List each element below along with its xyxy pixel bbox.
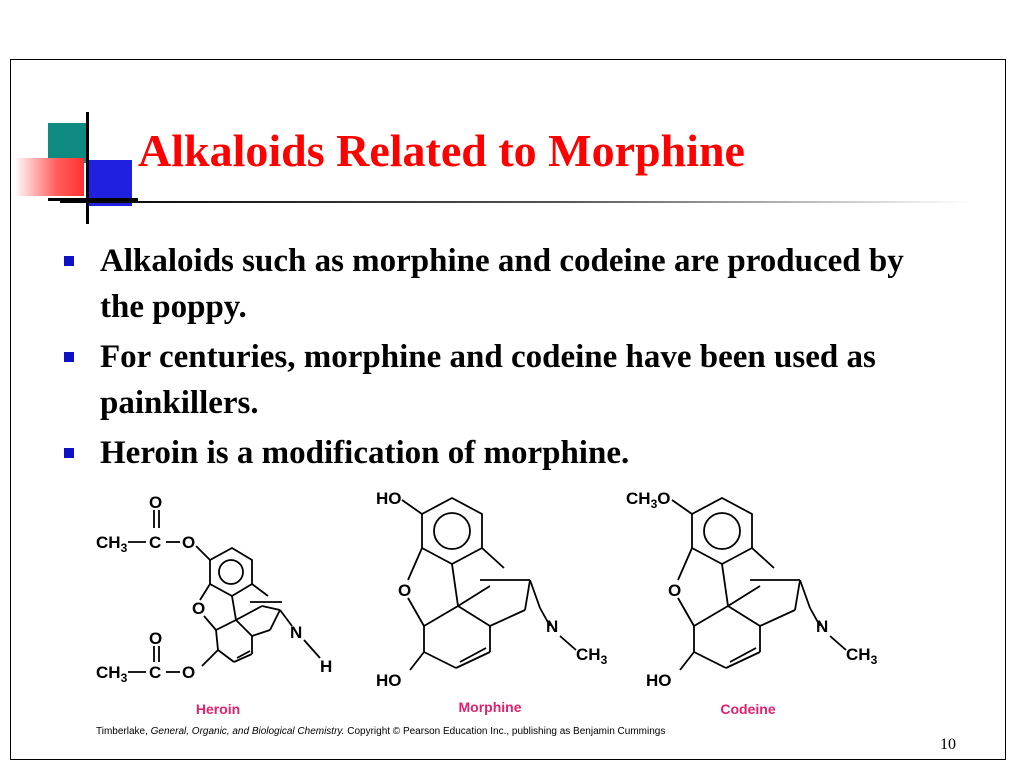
figure-credit [96,726,665,737]
decor-vertical-line [86,112,89,224]
heroin-carbonyl-o-bottom: O [149,629,163,648]
heroin-name: Heroin [195,701,241,717]
bullet-item [62,238,942,330]
morphine-n: N [546,617,559,636]
heroin-c-top: C [149,533,162,552]
heroin-ring-o: O [192,599,206,618]
structures-figure [80,480,920,720]
credit-book: General, Organic, and Biological Chemistry. [150,726,345,737]
morphine-name: Morphine [458,699,522,715]
bullet-text: For centuries, morphine and codeine have been used as painkillers. [100,339,876,421]
decor-red-square [14,158,84,196]
morphine-ring-o: O [398,581,412,600]
square-bullet-icon [64,256,74,266]
bullet-item [62,430,942,476]
heroin-o-bottom: O [182,663,196,682]
morphine-structure [402,498,576,670]
heroin-ch3-bottom: $CH_3$ [96,663,128,685]
codeine-ch3: $CH_3$ [846,645,878,667]
page-number: 10 [940,736,956,753]
morphine-ho-top: HO [376,489,402,508]
bullet-text: Alkaloids such as morphine and codeine are produced by the poppy. [100,243,904,325]
title-underline [60,201,970,203]
morphine-ch3: $CH_3$ [576,645,608,667]
heroin-carbonyl-o-top: O [149,493,163,512]
slide-title: Alkaloids Related to Morphine [138,125,745,176]
bullet-list [62,238,942,480]
heroin-n: N [290,623,303,642]
codeine-ch3o-top: $CH_3O$ [626,489,671,511]
bullet-item [62,334,942,426]
credit-copyright: Copyright © Pearson Education Inc., publishing as Benjamin Cummings [344,726,666,737]
codeine-n: N [816,617,829,636]
square-bullet-icon [64,352,74,362]
codeine-name: Codeine [720,701,776,717]
morphine-ho-bottom: HO [376,671,402,690]
codeine-structure [672,498,846,670]
square-bullet-icon [64,448,74,458]
heroin-c-bottom: C [149,663,162,682]
codeine-ho-bottom: HO [646,671,672,690]
credit-author: Timberlake, [96,726,151,737]
bullet-text: Heroin is a modification of morphine. [100,435,630,471]
decor-teal-square [48,123,88,163]
heroin-ch3-top: $CH_3$ [96,533,128,555]
heroin-h: H [320,657,333,676]
codeine-ring-o: O [668,581,682,600]
heroin-o-top: O [182,533,196,552]
